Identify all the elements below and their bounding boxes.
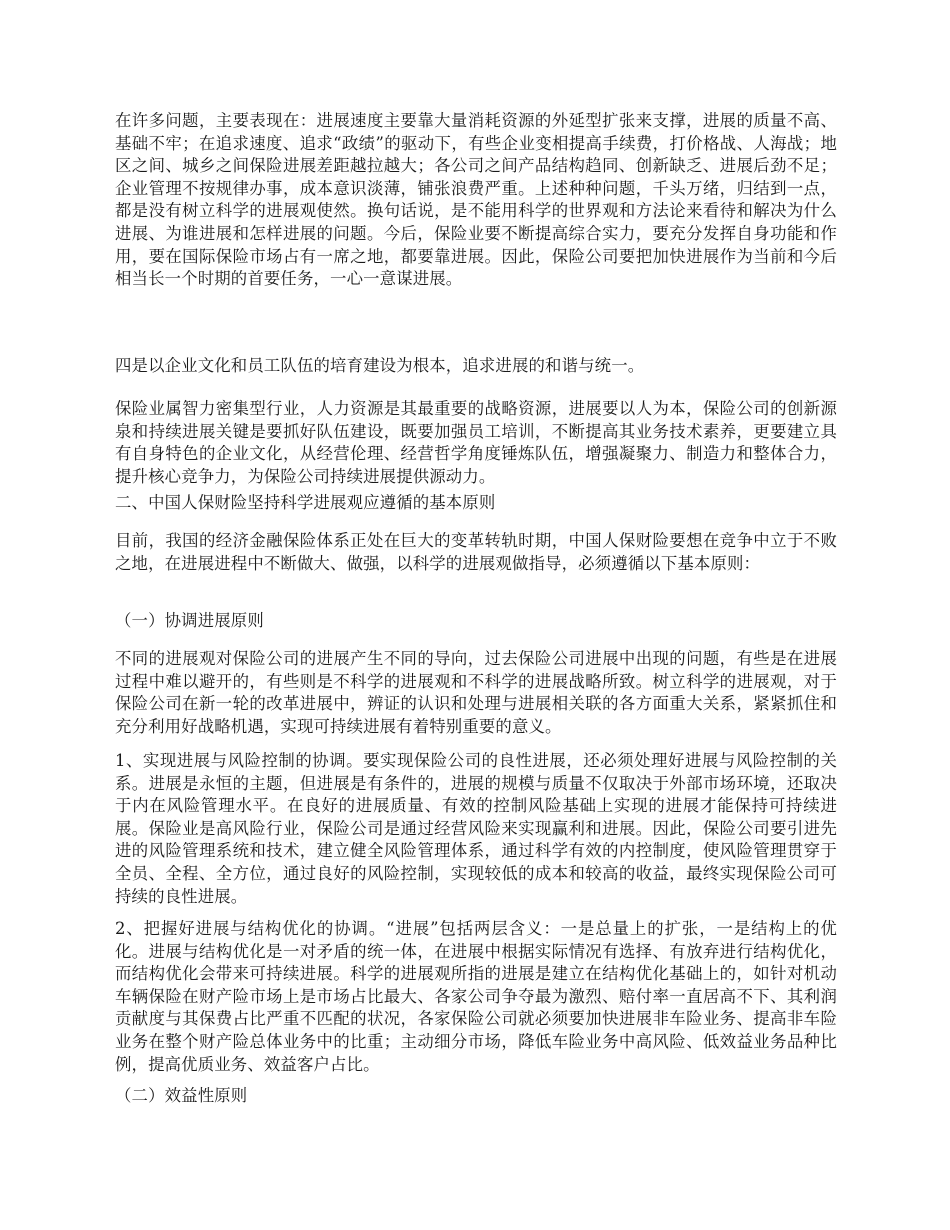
body-paragraph: 不同的进展观对保险公司的进展产生不同的导向，过去保险公司进展中出现的问题，有些是在进展过程中难以避开的，有些则是不科学的进展观和不科学的进展战略所致。树立科学的进展观，对于保险公司在新一轮的改革进展中，辨证的认识和处理与进展相关联的各方面重大关系，紧紧抓住和充分利用好战略机遇，实现可持续进展有着特别重要的意义。 (115, 649, 837, 736)
subsection-heading: （一）协调进展原则 (115, 611, 264, 630)
section-heading: 二、中国人保财险坚持科学进展观应遵循的基本原则 (115, 493, 496, 512)
body-paragraph: 保险业属智力密集型行业，人力资源是其最重要的战略资源，进展要以人为本，保险公司的创新源泉和持续进展关键是要抓好队伍建设，既要加强员工培训，不断提高其业务技术素养，更要建立具有自身特色的企业文化，从经营伦理、经营哲学角度锤炼队伍，增强凝聚力、制造力和整体合力，提升核心竞争力，为保险公司持续进展提供源动力。 (115, 399, 837, 486)
point-four-heading: 四是以企业文化和员工队伍的培育建设为根本，追求进展的和谐与统一。 (115, 356, 645, 375)
body-paragraph: 目前，我国的经济金融保险体系正处在巨大的变革转轨时期，中国人保财险要想在竞争中立于不败之地，在进展进程中不断做大、做强，以科学的进展观做指导，必须遵循以下基本原则： (115, 531, 837, 573)
subsection-heading: （二）效益性原则 (115, 1086, 248, 1105)
body-paragraph: 1、实现进展与风险控制的协调。要实现保险公司的良性进展，还必须处理好进展与风险控制的关系。进展是永恒的主题，但进展是有条件的，进展的规模与质量不仅取决于外部市场环境，还取决于内在风险管理水平。在良好的进展质量、有效的控制风险基础上实现的进展才能保持可持续进展。保险业是高风险行业，保险公司是通过经营风险来实现赢利和进展。因此，保险公司要引进先进的风险管理系统和技术，建立健全风险管理体系，通过科学有效的内控制度，使风险管理贯穿于全员、全程、全方位，通过良好的风险控制，实现较低的成本和较高的收益，最终实现保险公司可持续的良性进展。 (115, 751, 837, 906)
body-paragraph: 2、把握好进展与结构优化的协调。“进展”包括两层含义：一是总量上的扩张，一是结构上的优化。进展与结构优化是一对矛盾的统一体，在进展中根据实际情况有选择、有放弃进行结构优化，而结构优化会带来可持续进展。科学的进展观所指的进展是建立在结构优化基础上的，如针对机动车辆保险在财产险市场上是市场占比最大、各家公司争夺最为激烈、赔付率一直居高不下、其利润贡献度与其保费占比严重不匹配的状况，各家保险公司就必须要加快进展非车险业务、提高非车险业务在整个财产险总体业务中的比重；主动细分市场，降低车险业务中高风险、低效益业务品种比例，提高优质业务、效益客户占比。 (115, 919, 837, 1074)
body-paragraph: 在许多问题，主要表现在：进展速度主要靠大量消耗资源的外延型扩张来支撑，进展的质量不高、基础不牢；在追求速度、追求“政绩”的驱动下，有些企业变相提高手续费，打价格战、人海战；地区之间、城乡之间保险进展差距越拉越大；各公司之间产品结构趋同、创新缺乏、进展后劲不足；企业管理不按规律办事，成本意识淡薄，铺张浪费严重。上述种种问题，千头万绪，归结到一点，都是没有树立科学的进展观使然。换句话说，是不能用科学的世界观和方法论来看待和解决为什么进展、为谁进展和怎样进展的问题。今后，保险业要不断提高综合实力，要充分发挥自身功能和作用，要在国际保险市场占有一席之地，都要靠进展。因此，保险公司要把加快进展作为当前和今后相当长一个时期的首要任务，一心一意谋进展。 (115, 111, 837, 289)
